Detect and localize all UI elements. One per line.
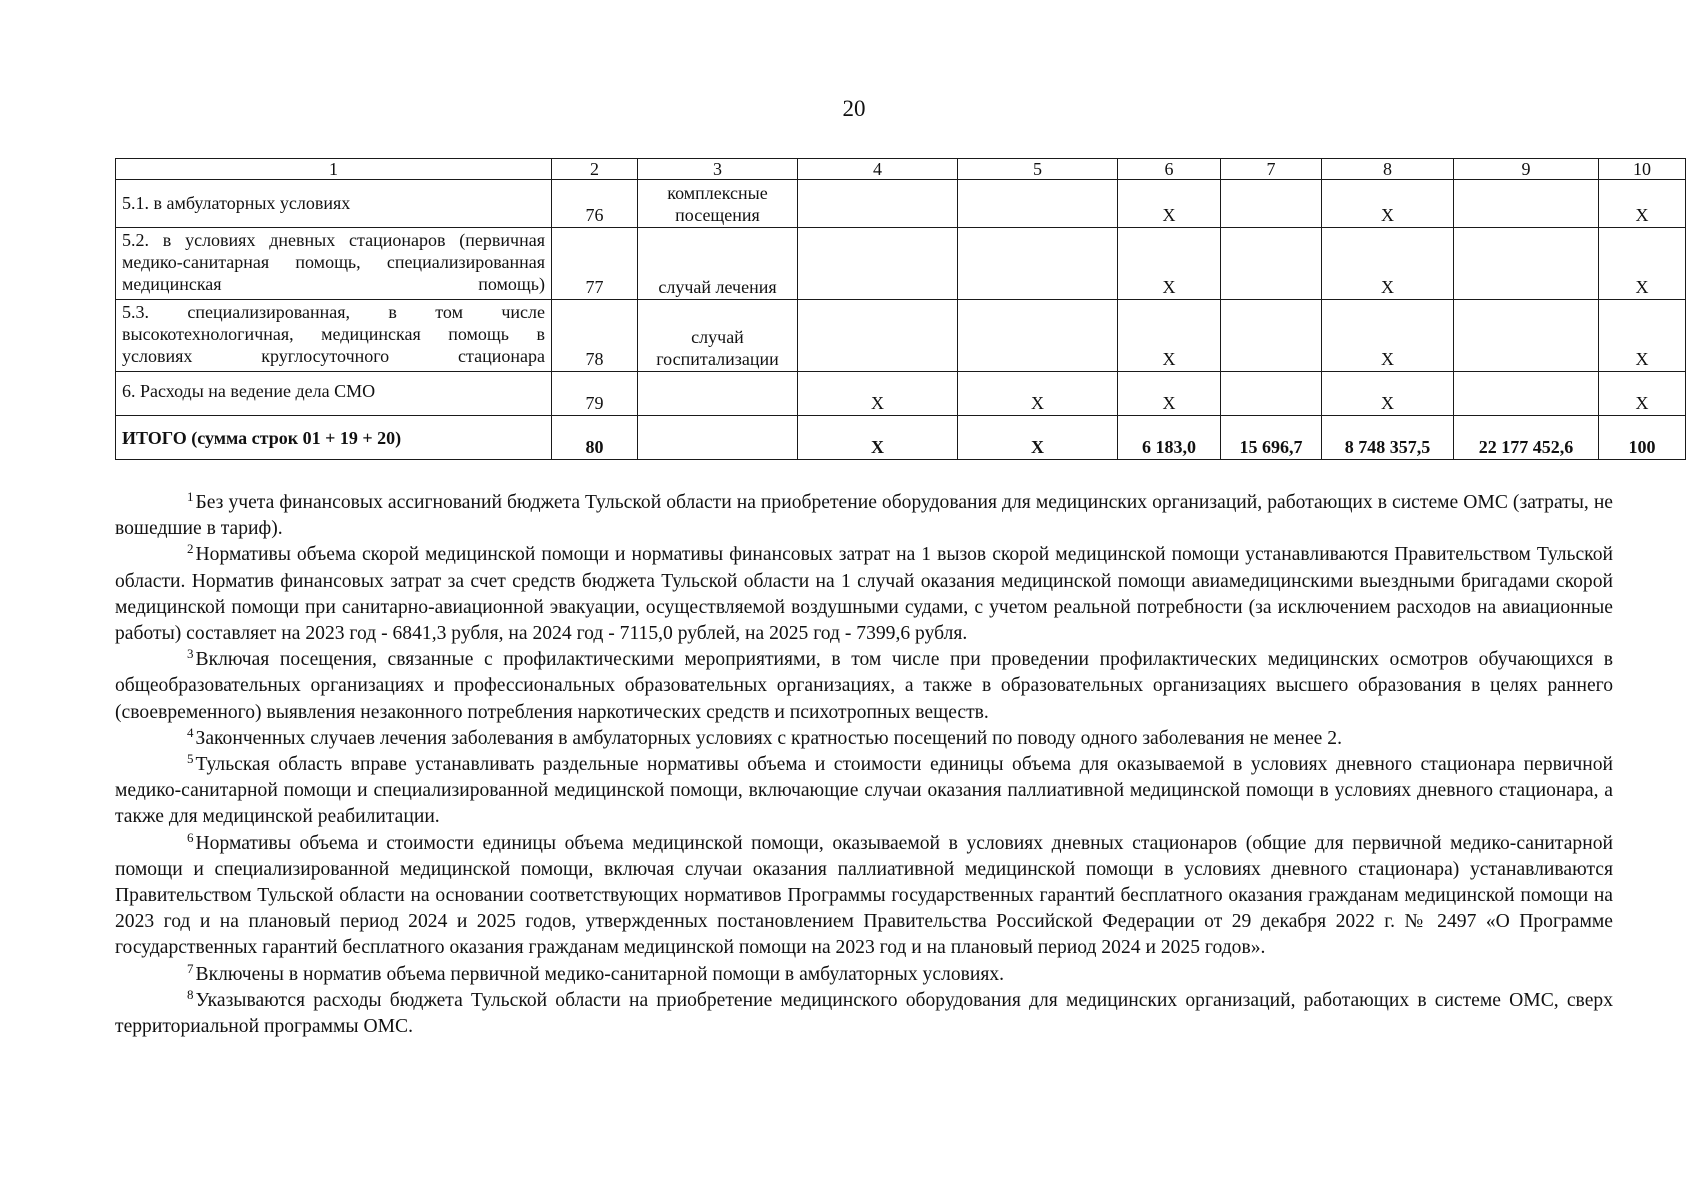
cell-col10: Х [1599,372,1686,416]
footnote-text: Нормативы объема скорой медицинской помощи и нормативы финансовых затрат на 1 вызов скорой медицинской помощи устанавливаются Правительством Тульской области. Норматив финансовых затрат за счет средств бюджета Тульской области на 1 случай оказания медицинской помощи авиамедицинскими выездными бригадами скорой медицинской помощи при санитарно-авиационной эвакуации, осуществляемой воздушными судами, с учетом реальной потребности (за исключением расходов на авиационные работы) составляет на 2023 год - 6841,3 рубля, на 2024 год - 7115,0 рублей, на 2025 год - 7399,6 рубля. [115,544,1613,645]
cell-col4 [798,228,958,300]
cell-col5 [958,228,1118,300]
row-name: 5.2. в условиях дневных стационаров (первичная медико-санитарная помощь, специализированная медицинская помощь) [116,228,552,300]
column-number: 5 [958,159,1118,180]
column-number: 4 [798,159,958,180]
footnote [115,962,1613,988]
cell-col8: Х [1322,228,1454,300]
cell-col9 [1454,228,1599,300]
cell-col6: Х [1118,300,1221,372]
footnote-mark: 5 [187,751,194,767]
column-number: 7 [1221,159,1322,180]
footnote-text: Без учета финансовых ассигнований бюджета Тульской области на приобретение оборудования для медицинских организаций, работающих в системе ОМС (затраты, не вошедшие в тариф). [115,492,1613,540]
footnote-mark: 2 [187,541,194,557]
footnote-mark: 3 [187,646,194,662]
cell-col7 [1221,180,1322,228]
footnote-mark: 8 [187,986,194,1002]
footnote [115,542,1613,647]
cell-col4: Х [798,372,958,416]
cell-col8: Х [1322,300,1454,372]
cell-col8: Х [1322,372,1454,416]
cell-col10: Х [1599,228,1686,300]
footnote-mark: 7 [187,960,194,976]
cell-col7 [1221,372,1322,416]
row-line-number: 76 [552,180,638,228]
footnote [115,726,1613,752]
footnote-mark: 4 [187,724,194,740]
footnote-text: Включены в норматив объема первичной медико-санитарной помощи в амбулаторных условиях. [195,963,1005,985]
column-number: 9 [1454,159,1599,180]
row-unit [638,372,798,416]
cell-col7: 15 696,7 [1221,416,1322,460]
column-number: 2 [552,159,638,180]
footnote [115,988,1613,1040]
footnote [115,647,1613,726]
cell-col5 [958,180,1118,228]
cell-col6: Х [1118,372,1221,416]
column-number: 8 [1322,159,1454,180]
footnote [115,831,1613,962]
footnote-text: Указываются расходы бюджета Тульской области на приобретение медицинского оборудования для медицинских организаций, работающих в системе ОМС, сверх территориальной программы ОМС. [115,989,1613,1038]
footnote [115,490,1613,542]
cell-col5: Х [958,372,1118,416]
page-number: 20 [842,96,866,121]
row-name: 6. Расходы на ведение дела СМО [116,372,552,416]
footnotes [115,490,1613,1040]
row-line-number: 78 [552,300,638,372]
footnote-text: Законченных случаев лечения заболевания в амбулаторных условиях с кратностью посещений по поводу одного заболевания не менее 2. [195,727,1342,749]
footnote-mark: 1 [187,489,194,504]
column-number-row [116,159,1686,180]
footnote-mark: 6 [187,829,194,845]
cell-col10: Х [1599,180,1686,228]
row-unit: комплексные посещения [638,180,798,228]
row-name: ИТОГО (сумма строк 01 + 19 + 20) [116,416,552,460]
footnote-text: Включая посещения, связанные с профилактическими мероприятиями, в том числе при проведении профилактических медицинских осмотров обучающихся в общеобразовательных организациях и профессиональных образовательных организациях, а также в образовательных организациях высшего образования в целях раннего (своевременного) выявления незаконного потребления наркотических средств и психотропных веществ. [115,649,1613,723]
row-line-number: 77 [552,228,638,300]
row-line-number: 79 [552,372,638,416]
column-number: 10 [1599,159,1686,180]
row-unit: случай лечения [638,228,798,300]
footnote-text: Тульская область вправе устанавливать раздельные нормативы объема и стоимости единицы объема для оказываемой в условиях дневного стационара первичной медико-санитарной помощи и специализированной медицинской помощи, включающие случаи оказания паллиативной медицинской помощи в условиях дневного стационара, а также для медицинской реабилитации. [115,754,1613,828]
financial-table [115,158,1686,460]
row-line-number: 80 [552,416,638,460]
table-row [116,228,1686,300]
cell-col5: Х [958,416,1118,460]
cell-col9 [1454,300,1599,372]
cell-col9 [1454,180,1599,228]
cell-col4 [798,300,958,372]
column-number: 6 [1118,159,1221,180]
cell-col9: 22 177 452,6 [1454,416,1599,460]
table-row [116,180,1686,228]
cell-col8: Х [1322,180,1454,228]
cell-col10: 100 [1599,416,1686,460]
table-row [116,372,1686,416]
total-row [116,416,1686,460]
cell-col6: Х [1118,228,1221,300]
footnote [115,752,1613,831]
row-name: 5.3. специализированная, в том числе высокотехнологичная, медицинская помощь в условиях круглосуточного стационара [116,300,552,372]
cell-col7 [1221,228,1322,300]
column-number: 1 [116,159,552,180]
column-number: 3 [638,159,798,180]
cell-col6: 6 183,0 [1118,416,1221,460]
cell-col6: Х [1118,180,1221,228]
cell-col9 [1454,372,1599,416]
cell-col10: Х [1599,300,1686,372]
cell-col8: 8 748 357,5 [1322,416,1454,460]
row-name: 5.1. в амбулаторных условиях [116,180,552,228]
table-row [116,300,1686,372]
row-unit [638,416,798,460]
footnote-text: Нормативы объема и стоимости единицы объема медицинской помощи, оказываемой в условиях дневных стационаров (общие для первичной медико-санитарной помощи и специализированной медицинской помощи, включая случаи оказания паллиативной медицинской помощи в условиях дневного стационара) устанавливаются Правительством Тульской области на основании соответствующих нормативов Программы государственных гарантий бесплатного оказания гражданам медицинской помощи на 2023 год и на плановый период 2024 и 2025 годов, утвержденных постановлением Правительства Российской Федерации от 29 декабря 2022 г. № 2497 «О Программе государственных гарантий бесплатного оказания гражданам медицинской помощи на 2023 год и на плановый период 2024 и 2025 годов». [115,832,1613,959]
cell-col5 [958,300,1118,372]
cell-col4 [798,180,958,228]
cell-col4: Х [798,416,958,460]
row-unit: случай госпитализации [638,300,798,372]
cell-col7 [1221,300,1322,372]
